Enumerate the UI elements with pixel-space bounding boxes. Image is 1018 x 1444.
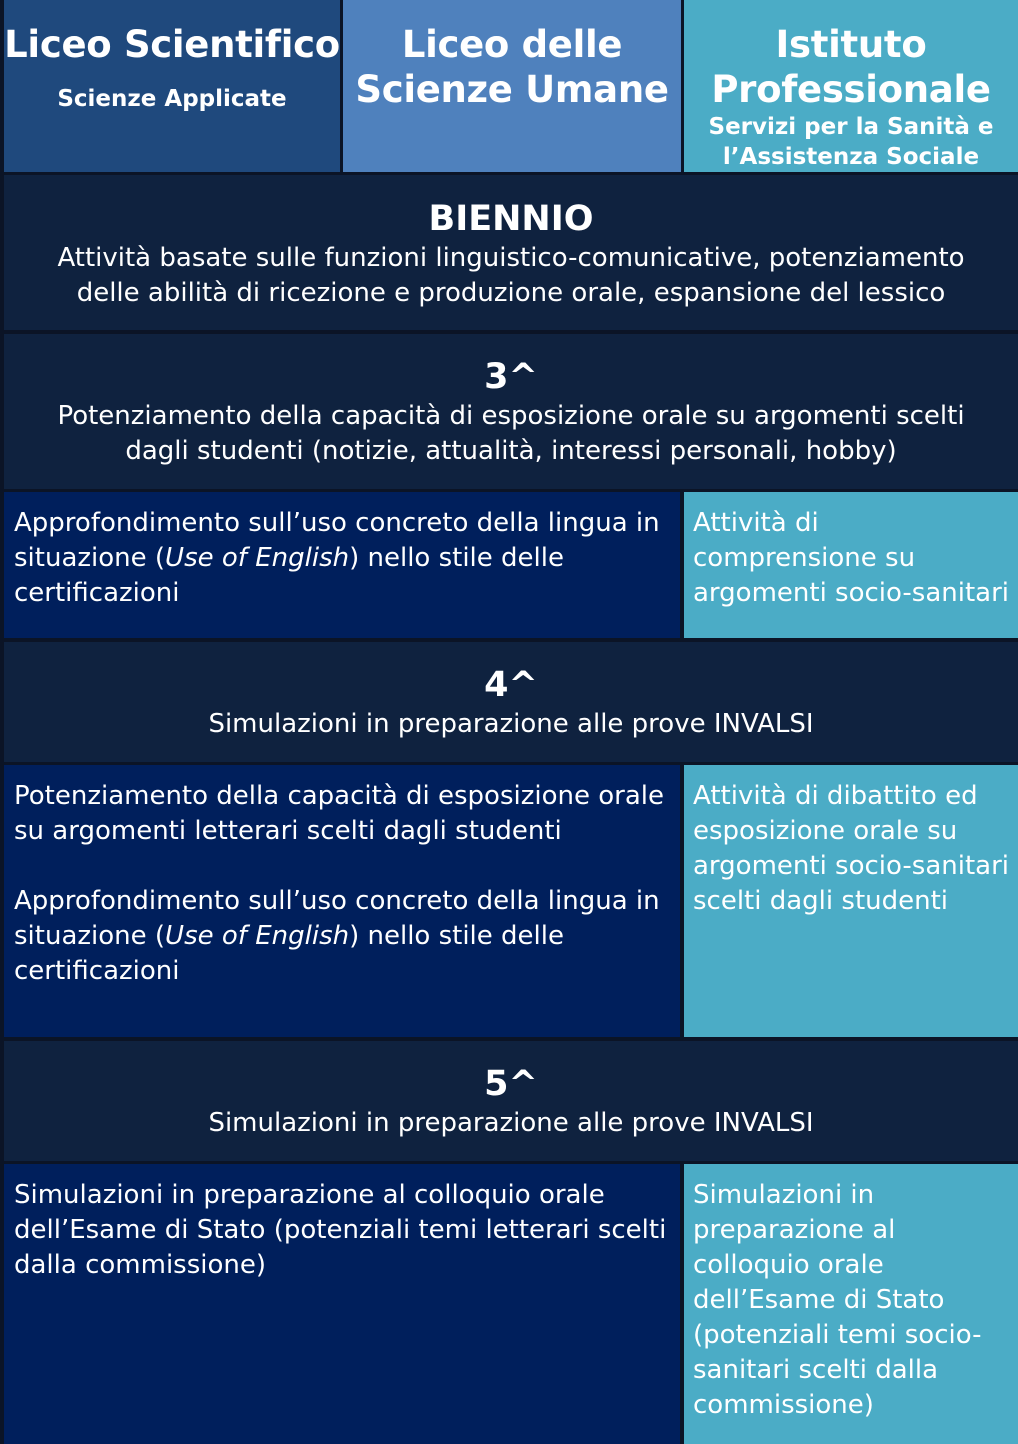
cell-text: Attività di comprensione su argomenti socio-sanitari — [693, 508, 1010, 608]
section-biennio — [4, 175, 1018, 330]
section-quinta — [4, 1041, 1018, 1161]
header-title-line: Professionale — [711, 68, 991, 111]
cell-text: Attività di dibattito ed esposizione orale su argomenti socio-sanitari scelti dagli studenti — [693, 781, 1010, 916]
section-text: Simulazioni in preparazione alle prove INVALSI — [208, 1108, 814, 1138]
section-text: Simulazioni in preparazione alle prove INVALSI — [208, 709, 814, 739]
header-liceo-scientifico — [4, 0, 340, 172]
header-title: Liceo Scientifico — [4, 23, 340, 66]
text-segment: ) nello stile delle certificazioni — [14, 921, 564, 986]
text-segment: Approfondimento sull’uso concreto della lingua in situazione ( — [14, 508, 660, 573]
cell-text: Simulazioni in preparazione al colloquio orale dell’Esame di Stato (potenziali temi socio-sanitari scelti dalla commissione) — [693, 1180, 982, 1420]
section-title: 3^ — [484, 357, 538, 397]
section-title: 5^ — [484, 1064, 538, 1104]
cell-text — [14, 506, 670, 611]
quarta-licei-cell — [4, 765, 680, 1037]
section-quarta — [4, 642, 1018, 762]
text-segment: ) nello stile delle certificazioni — [14, 543, 564, 608]
text-italic: Use of English — [165, 543, 350, 573]
section-title: BIENNIO — [428, 199, 594, 239]
header-title-line: Istituto — [775, 23, 927, 66]
header-subtitle — [709, 112, 994, 172]
text-italic: Use of English — [165, 921, 350, 951]
header-title-line: Liceo delle — [401, 23, 623, 66]
quinta-licei-cell — [4, 1164, 680, 1444]
cell-text — [14, 884, 670, 989]
header-istituto-professionale — [684, 0, 1018, 172]
section-terza — [4, 334, 1018, 489]
header-subtitle-line: l’Assistenza Sociale — [722, 144, 980, 170]
cell-text: Simulazioni in preparazione al colloquio orale dell’Esame di Stato (potenziali temi letterari scelti dalla commissione) — [14, 1180, 667, 1280]
header-title — [711, 22, 990, 112]
header-title-line: Scienze Umane — [355, 68, 669, 111]
terza-professionale-cell — [684, 492, 1018, 638]
quarta-professionale-cell — [684, 765, 1018, 1037]
section-text: Potenziamento della capacità di esposizione orale su argomenti scelti dagli studenti (notizie, attualità, interessi personali, hobby) — [57, 401, 965, 466]
section-text: Attività basate sulle funzioni linguistico-comunicative, potenziamento delle abilità di ricezione e produzione orale, espansione del lessico — [57, 243, 965, 308]
section-title: 4^ — [484, 665, 538, 705]
header-subtitle: Scienze Applicate — [57, 86, 287, 112]
header-liceo-scienze-umane — [343, 0, 681, 172]
cell-text: Potenziamento della capacità di esposizione orale su argomenti letterari scelti dagli studenti — [14, 781, 664, 846]
terza-licei-cell — [4, 492, 680, 638]
quinta-professionale-cell — [684, 1164, 1018, 1444]
header-title — [355, 22, 668, 112]
text-segment: Approfondimento sull’uso concreto della lingua in situazione ( — [14, 886, 660, 951]
header-subtitle-line: Servizi per la Sanità e — [708, 114, 994, 140]
